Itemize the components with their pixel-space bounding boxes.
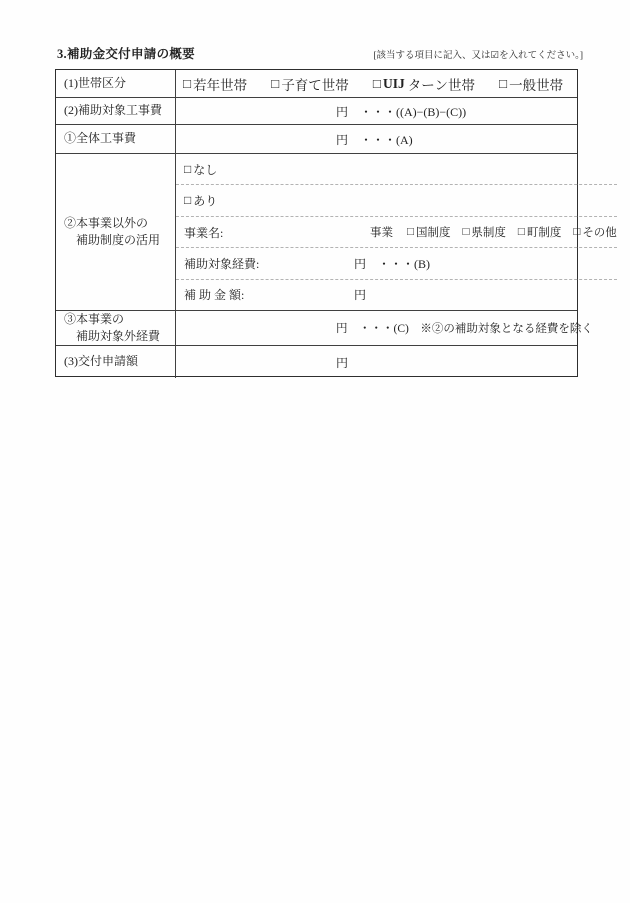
option-general-household-label: 一般世帯 xyxy=(509,77,564,93)
option-national-program xyxy=(407,224,450,240)
subrow-no-other-program xyxy=(176,154,617,185)
non-eligible-expense-cell xyxy=(176,311,593,345)
page-title: 3.補助金交付申請の概要 xyxy=(57,47,195,61)
application-amount-value: 円 xyxy=(336,355,349,370)
eligible-expense-field-label: 補助対象経費: xyxy=(184,256,260,271)
no-other-program-label: なし xyxy=(193,162,218,177)
subrow-eligible-expense xyxy=(176,248,617,279)
checkbox-town-program[interactable]: □ xyxy=(517,226,525,239)
subrow-program-name xyxy=(176,217,617,248)
program-type-options xyxy=(407,224,617,240)
has-other-program-label: あり xyxy=(193,194,218,209)
option-town-program-label: 町制度 xyxy=(526,227,562,240)
option-other-program xyxy=(573,224,616,240)
label-subsidy-eligible-cost: (2)補助対象工事費 xyxy=(56,98,176,124)
program-name-field-label: 事業名: xyxy=(184,225,224,240)
total-construction-cost-value: 円 ・・・(A) xyxy=(336,132,413,147)
checkbox-no-other-program[interactable]: □ xyxy=(184,161,192,176)
option-young-household xyxy=(183,74,247,94)
checkbox-national-program[interactable]: □ xyxy=(407,226,414,239)
program-word-label: 事業 xyxy=(370,227,393,240)
label-other-subsidy-programs-line1: ②本事業以外の xyxy=(64,215,149,230)
subsidy-amount-field-label: 補 助 金 額: xyxy=(184,288,245,303)
label-non-eligible-expense-line2: 補助対象外経費 xyxy=(76,329,161,343)
checkbox-prefecture-program[interactable]: □ xyxy=(462,226,470,239)
option-national-program-label: 国制度 xyxy=(415,227,451,240)
label-non-eligible-expense-line1: ③本事業の xyxy=(64,311,125,326)
checkbox-general-household[interactable]: □ xyxy=(498,75,508,91)
row-non-eligible-expense xyxy=(56,311,593,346)
option-general-household xyxy=(499,74,563,94)
subrow-subsidy-amount xyxy=(176,280,617,310)
row-household-category xyxy=(56,70,577,98)
application-amount-cell xyxy=(176,346,577,378)
label-non-eligible-expense xyxy=(56,311,176,345)
row-application-amount xyxy=(56,346,577,378)
subrow-has-other-program xyxy=(176,185,617,216)
checkbox-has-other-program[interactable]: □ xyxy=(184,193,192,208)
row-other-subsidy-programs xyxy=(56,154,617,311)
eligible-expense-value: 円 ・・・(B) xyxy=(354,256,430,271)
total-construction-cost-cell xyxy=(176,125,577,153)
subsidy-application-table xyxy=(55,69,617,377)
row-total-construction-cost xyxy=(56,125,577,154)
option-childrearing-household xyxy=(271,74,349,94)
row-subsidy-eligible-cost xyxy=(56,98,577,125)
option-uij-latin: UIJ xyxy=(382,75,405,91)
checkbox-childrearing-household[interactable]: □ xyxy=(271,75,280,91)
option-prefecture-program xyxy=(462,224,505,240)
option-uij-turn-household xyxy=(373,74,475,94)
checkbox-uij-turn-household[interactable]: □ xyxy=(372,75,381,91)
label-other-subsidy-programs-line2: 補助制度の活用 xyxy=(76,233,161,247)
option-young-household-label: 若年世帯 xyxy=(193,77,248,93)
label-application-amount: (3)交付申請額 xyxy=(56,346,176,378)
option-town-program xyxy=(518,224,561,240)
label-other-subsidy-programs xyxy=(56,154,176,310)
option-other-program-label: その他 xyxy=(582,227,617,240)
option-childrearing-household-label: 子育て世帯 xyxy=(281,77,349,93)
checkbox-young-household[interactable]: □ xyxy=(183,75,192,91)
label-household-category: (1)世帯区分 xyxy=(56,70,176,97)
other-subsidy-programs-cell xyxy=(176,154,617,310)
subsidy-eligible-cost-cell xyxy=(176,98,577,124)
non-eligible-expense-value: 円 ・・・(C) ※②の補助対象となる経費を除く xyxy=(336,323,593,335)
label-total-construction-cost: ①全体工事費 xyxy=(56,125,176,153)
subsidy-amount-value: 円 xyxy=(354,288,367,303)
subsidy-eligible-cost-value: 円 ・・・((A)−(B)−(C)) xyxy=(336,104,467,119)
option-prefecture-program-label: 県制度 xyxy=(471,227,506,240)
checkbox-other-program[interactable]: □ xyxy=(573,226,581,239)
instruction-note: [該当する項目に記入、又は☑を入れてください。] xyxy=(373,51,583,61)
household-options xyxy=(176,70,577,97)
option-uij-turn-household-label: ターン世帯 xyxy=(407,77,475,93)
